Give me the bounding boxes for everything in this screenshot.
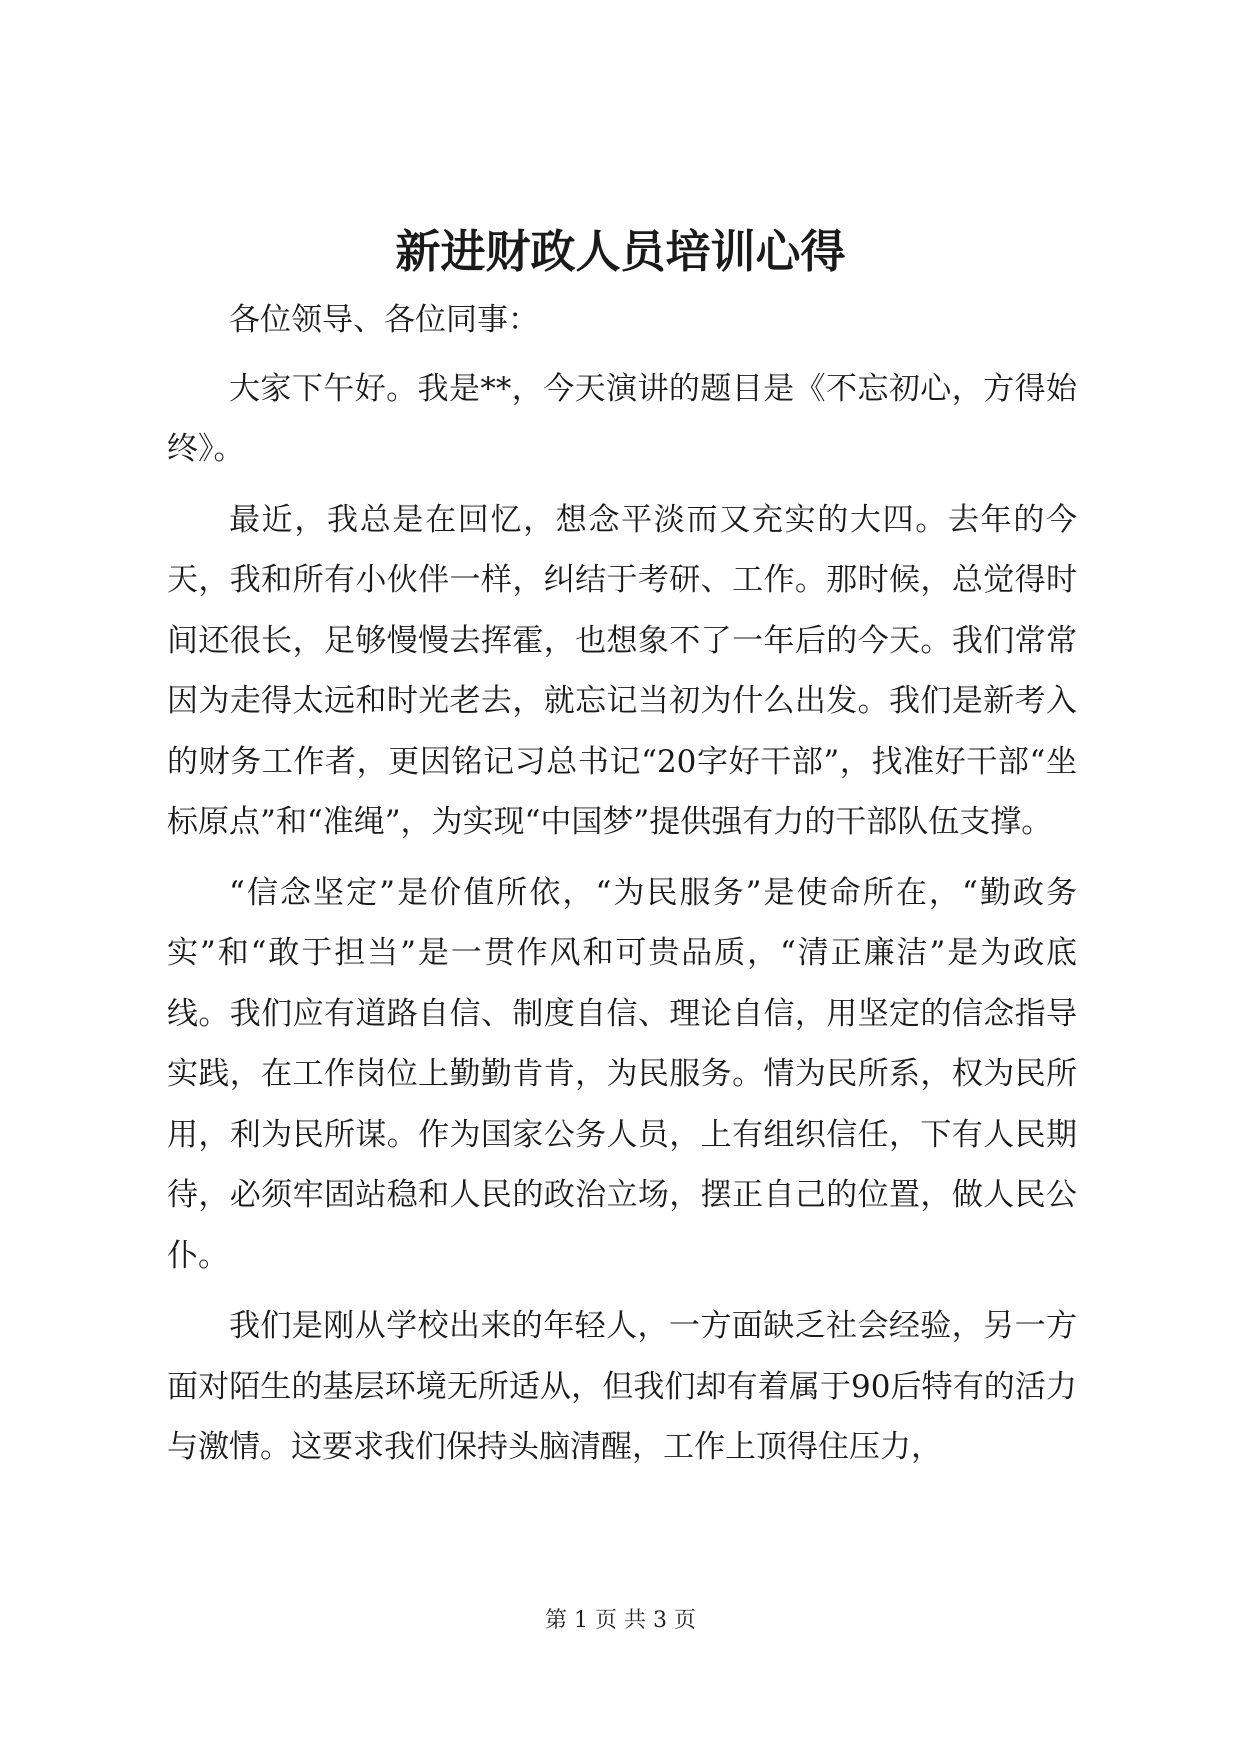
- paragraph-greeting: 大家下午好。我是**，今天演讲的题目是《不忘初心，方得始终》。: [167, 370, 1077, 467]
- document-body: [167, 290, 1077, 1488]
- paragraph-values: “信念坚定”是价值所依，“为民服务”是使命所在，“勤政务实”和“敢于担当”是一贯作风和可贵品质，“清正廉洁”是为政底线。我们应有道路自信、制度自信、理论自信，用坚定的信念指导实践，在工作岗位上勤勤肯肯，为民服务。情为民所系，权为民所用，利为民所谋。作为国家公务人员，上有组织信任，下有人民期待，必须牢固站稳和人民的政治立场，摆正自己的位置，做人民公仆。: [167, 874, 1077, 1274]
- document-title: 新进财政人员培训心得: [395, 225, 846, 278]
- paragraph-reflection: 最近，我总是在回忆，想念平淡而又充实的大四。去年的今天，我和所有小伙伴一样，纠结于考研、工作。那时候，总觉得时间还很长，足够慢慢去挥霍，也想象不了一年后的今天。我们常常因为走得太远和时光老去，就忘记当初为什么出发。我们是新考入的财务工作者，更因铭记习总书记“20字好干部”，找准好干部“坐标原点”和“准绳”，为实现“中国梦”提供强有力的干部队伍支撑。: [167, 501, 1077, 840]
- page-number-footer: 第 1 页 共 3 页: [545, 1608, 696, 1633]
- paragraph-youth: 我们是刚从学校出来的年轻人，一方面缺乏社会经验，另一方面对陌生的基层环境无所适从，但我们却有着属于90后特有的活力与激情。这要求我们保持头脑清醒，工作上顶得住压力，: [167, 1308, 1077, 1465]
- paragraph-salutation: 各位领导、各位同事：: [229, 302, 539, 338]
